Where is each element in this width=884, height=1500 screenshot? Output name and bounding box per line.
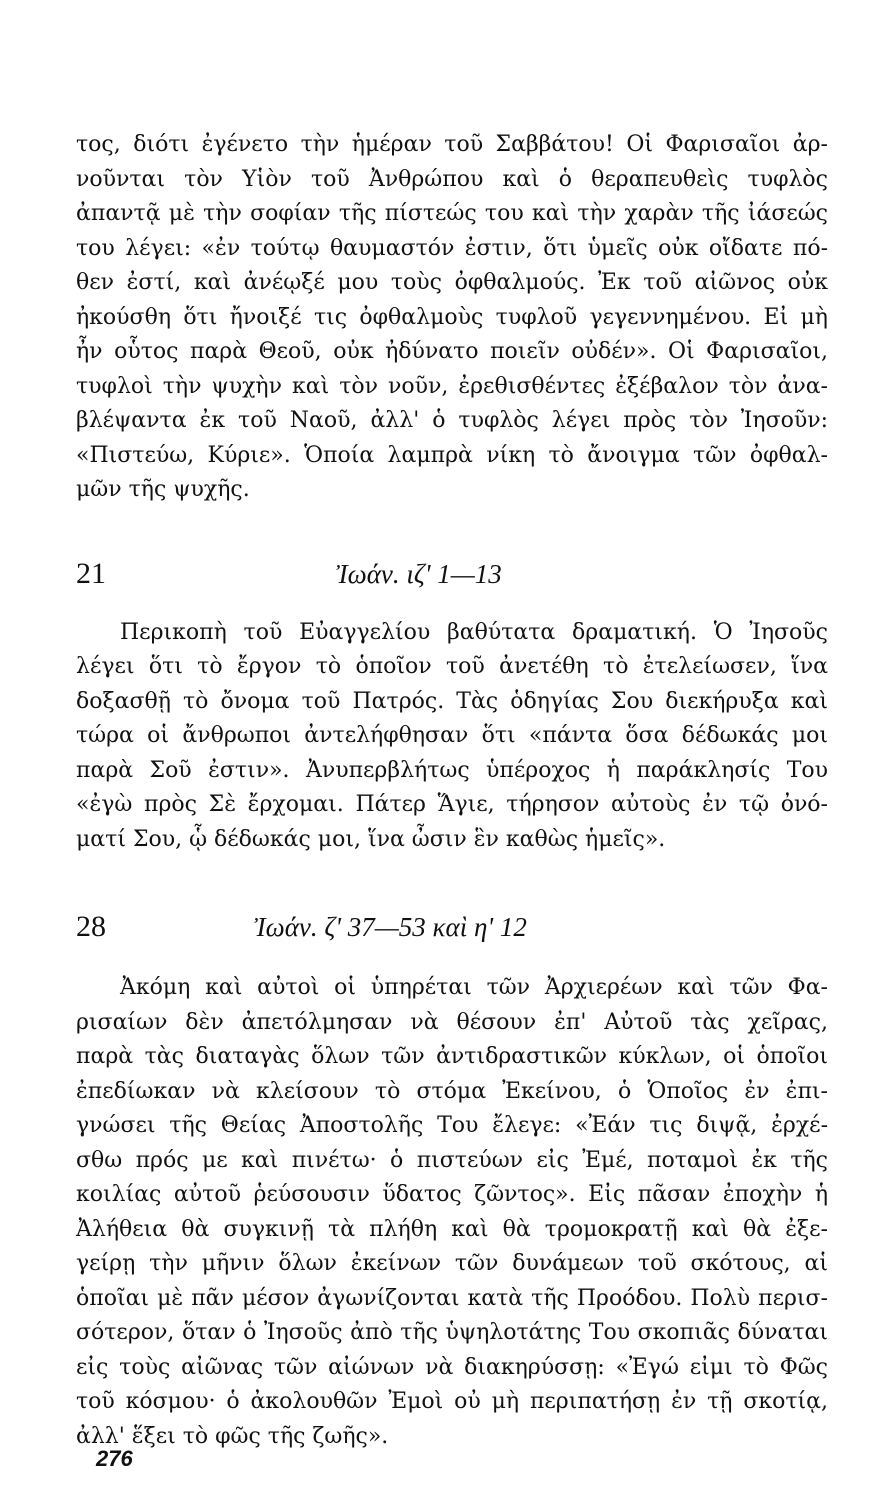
section-number: 28	[76, 910, 106, 943]
text-line: εἰς τοὺς αἰῶνας τῶν αἰώνων νὰ διακηρύσσῃ: «Ἐγώ εἰμι τὸ Φῶς	[76, 1354, 828, 1380]
text-line: του λέγει: «ἐν τούτῳ θαυμαστόν ἐστιν, ὅτι ὑμεῖς οὐκ οἴδατε πό-	[76, 235, 828, 261]
text-line: ἐπεδίωκαν νὰ κλείσουν τὸ στόμα Ἐκείνου, ὁ Ὁποῖος ἐν ἐπι-	[76, 1078, 828, 1104]
page-number: 276	[96, 1446, 133, 1471]
text-line: σότερον, ὅταν ὁ Ἰησοῦς ἀπὸ τῆς ὑψηλοτάτης Του σκοπιᾶς δύναται	[76, 1320, 828, 1345]
text-line: τυφλοὶ τὴν ψυχὴν καὶ τὸν νοῦν, ἐρεθισθέντες ἐξέβαλον τὸν ἀνα-	[76, 373, 828, 399]
text-line: μῶν τῆς ψυχῆς.	[76, 477, 250, 502]
text-line: ἀλλ' ἕξει τὸ φῶς τῆς ζωῆς».	[76, 1423, 389, 1449]
text-line: τώρα οἱ ἄνθρωποι ἀντελήφθησαν ὅτι «πάντα ὅσα δέδωκάς μοι	[76, 723, 828, 748]
text-line: Περικοπὴ τοῦ Εὐαγγελίου βαθύτατα δραματική. Ὁ Ἰησοῦς	[120, 619, 828, 645]
text-line: ἀπαντᾷ μὲ τὴν σοφίαν τῆς πίστεώς του καὶ τὴν χαρὰν τῆς ἰάσεώς	[76, 201, 828, 226]
section-heading-21	[76, 554, 828, 594]
text-line: κοιλίας αὐτοῦ ῥεύσουσιν ὕδατος ζῶντος». Εἰς πᾶσαν ἐποχὴν ἡ	[76, 1182, 828, 1207]
text-line: δοξασθῇ τὸ ὄνομα τοῦ Πατρός. Τὰς ὁδηγίας Σου διεκήρυξα καὶ	[76, 688, 828, 714]
text-line: τοῦ κόσμου· ὁ ἀκολουθῶν Ἐμοὶ οὐ μὴ περιπατήσῃ ἐν τῇ σκοτίᾳ,	[76, 1389, 828, 1414]
text-line: λέγει ὅτι τὸ ἔργον τὸ ὁποῖον τοῦ ἀνετέθη τὸ ἐτελείωσεν, ἵνα	[76, 654, 828, 679]
text-line: γείρῃ τὴν μῆνιν ὅλων ἐκείνων τῶν δυνάμεων τοῦ σκότους, αἱ	[76, 1251, 828, 1276]
text-line: παρὰ τὰς διαταγὰς ὅλων τῶν ἀντιδραστικῶν κύκλων, οἱ ὁποῖοι	[76, 1044, 828, 1069]
text-line: τος, διότι ἐγένετο τὴν ἡμέραν τοῦ Σαββάτου! Οἱ Φαρισαῖοι ἀρ-	[76, 132, 828, 157]
text-line: «ἐγὼ πρὸς Σὲ ἔρχομαι. Πάτερ Ἅγιε, τήρησον αὐτοὺς ἐν τῷ ὀνό-	[76, 792, 828, 817]
text-line: νοῦνται τὸν Υἱὸν τοῦ Ἀνθρώπου καὶ ὁ θεραπευθεὶς τυφλὸς	[76, 166, 828, 192]
text-line: γνώσει τῆς Θείας Ἀποστολῆς Του ἔλεγε: «Ἐάν τις διψᾷ, ἐρχέ-	[76, 1113, 828, 1138]
text-line: ματί Σου, ᾧ δέδωκάς μοι, ἵνα ὦσιν ἓν καθὼς ἡμεῖς».	[76, 826, 666, 852]
scripture-reference: Ἰωάν. ζ' 37—53 καὶ η' 12	[254, 912, 527, 942]
intro-paragraph	[76, 128, 828, 508]
text-line: θεν ἐστί, καὶ ἀνέῳξέ μου τοὺς ὀφθαλμούς. Ἐκ τοῦ αἰῶνος οὐκ	[76, 270, 828, 295]
text-line: ὁποῖαι μὲ πᾶν μέσον ἀγωνίζονται κατὰ τῆς Προόδου. Πολὺ περισ-	[76, 1285, 828, 1311]
section-28-paragraph	[76, 971, 828, 1454]
page-body	[76, 128, 828, 1454]
section-number: 21	[76, 556, 106, 590]
text-line: «Πιστεύω, Κύριε». Ὁποία λαμπρὰ νίκη τὸ ἄνοιγμα τῶν ὀφθαλ-	[76, 442, 828, 468]
scripture-reference: Ἰωάν. ιζ' 1—13	[336, 558, 502, 589]
section-heading-28	[76, 907, 828, 947]
text-line: ἠκούσθη ὅτι ἤνοιξέ τις ὀφθαλμοὺς τυφλοῦ γεγεννημένου. Εἰ μὴ	[76, 304, 828, 330]
text-line: βλέψαντα ἐκ τοῦ Ναοῦ, ἀλλ' ὁ τυφλὸς λέγει πρὸς τὸν Ἰησοῦν:	[76, 408, 828, 433]
section-21-paragraph	[76, 616, 828, 858]
text-line: ἦν οὗτος παρὰ Θεοῦ, οὐκ ἠδύνατο ποιεῖν οὐδέν». Οἱ Φαρισαῖοι,	[76, 339, 828, 364]
text-line: Ἀκόμη καὶ αὐτοὶ οἱ ὑπηρέται τῶν Ἀρχιερέων καὶ τῶν Φα-	[120, 975, 828, 1000]
text-line: παρὰ Σοῦ ἐστιν». Ἀνυπερβλήτως ὑπέροχος ἡ παράκλησίς Του	[76, 757, 828, 783]
text-line: ρισαίων δὲν ἀπετόλμησαν νὰ θέσουν ἐπ' Αὐτοῦ τὰς χεῖρας,	[76, 1009, 828, 1035]
text-line: Ἀλήθεια θὰ συγκινῇ τὰ πλήθη καὶ θὰ τρομοκρατῇ καὶ θὰ ἐξε-	[76, 1216, 828, 1242]
text-line: σθω πρός με καὶ πινέτω· ὁ πιστεύων εἰς Ἐμέ, ποταμοὶ ἐκ τῆς	[76, 1147, 828, 1173]
